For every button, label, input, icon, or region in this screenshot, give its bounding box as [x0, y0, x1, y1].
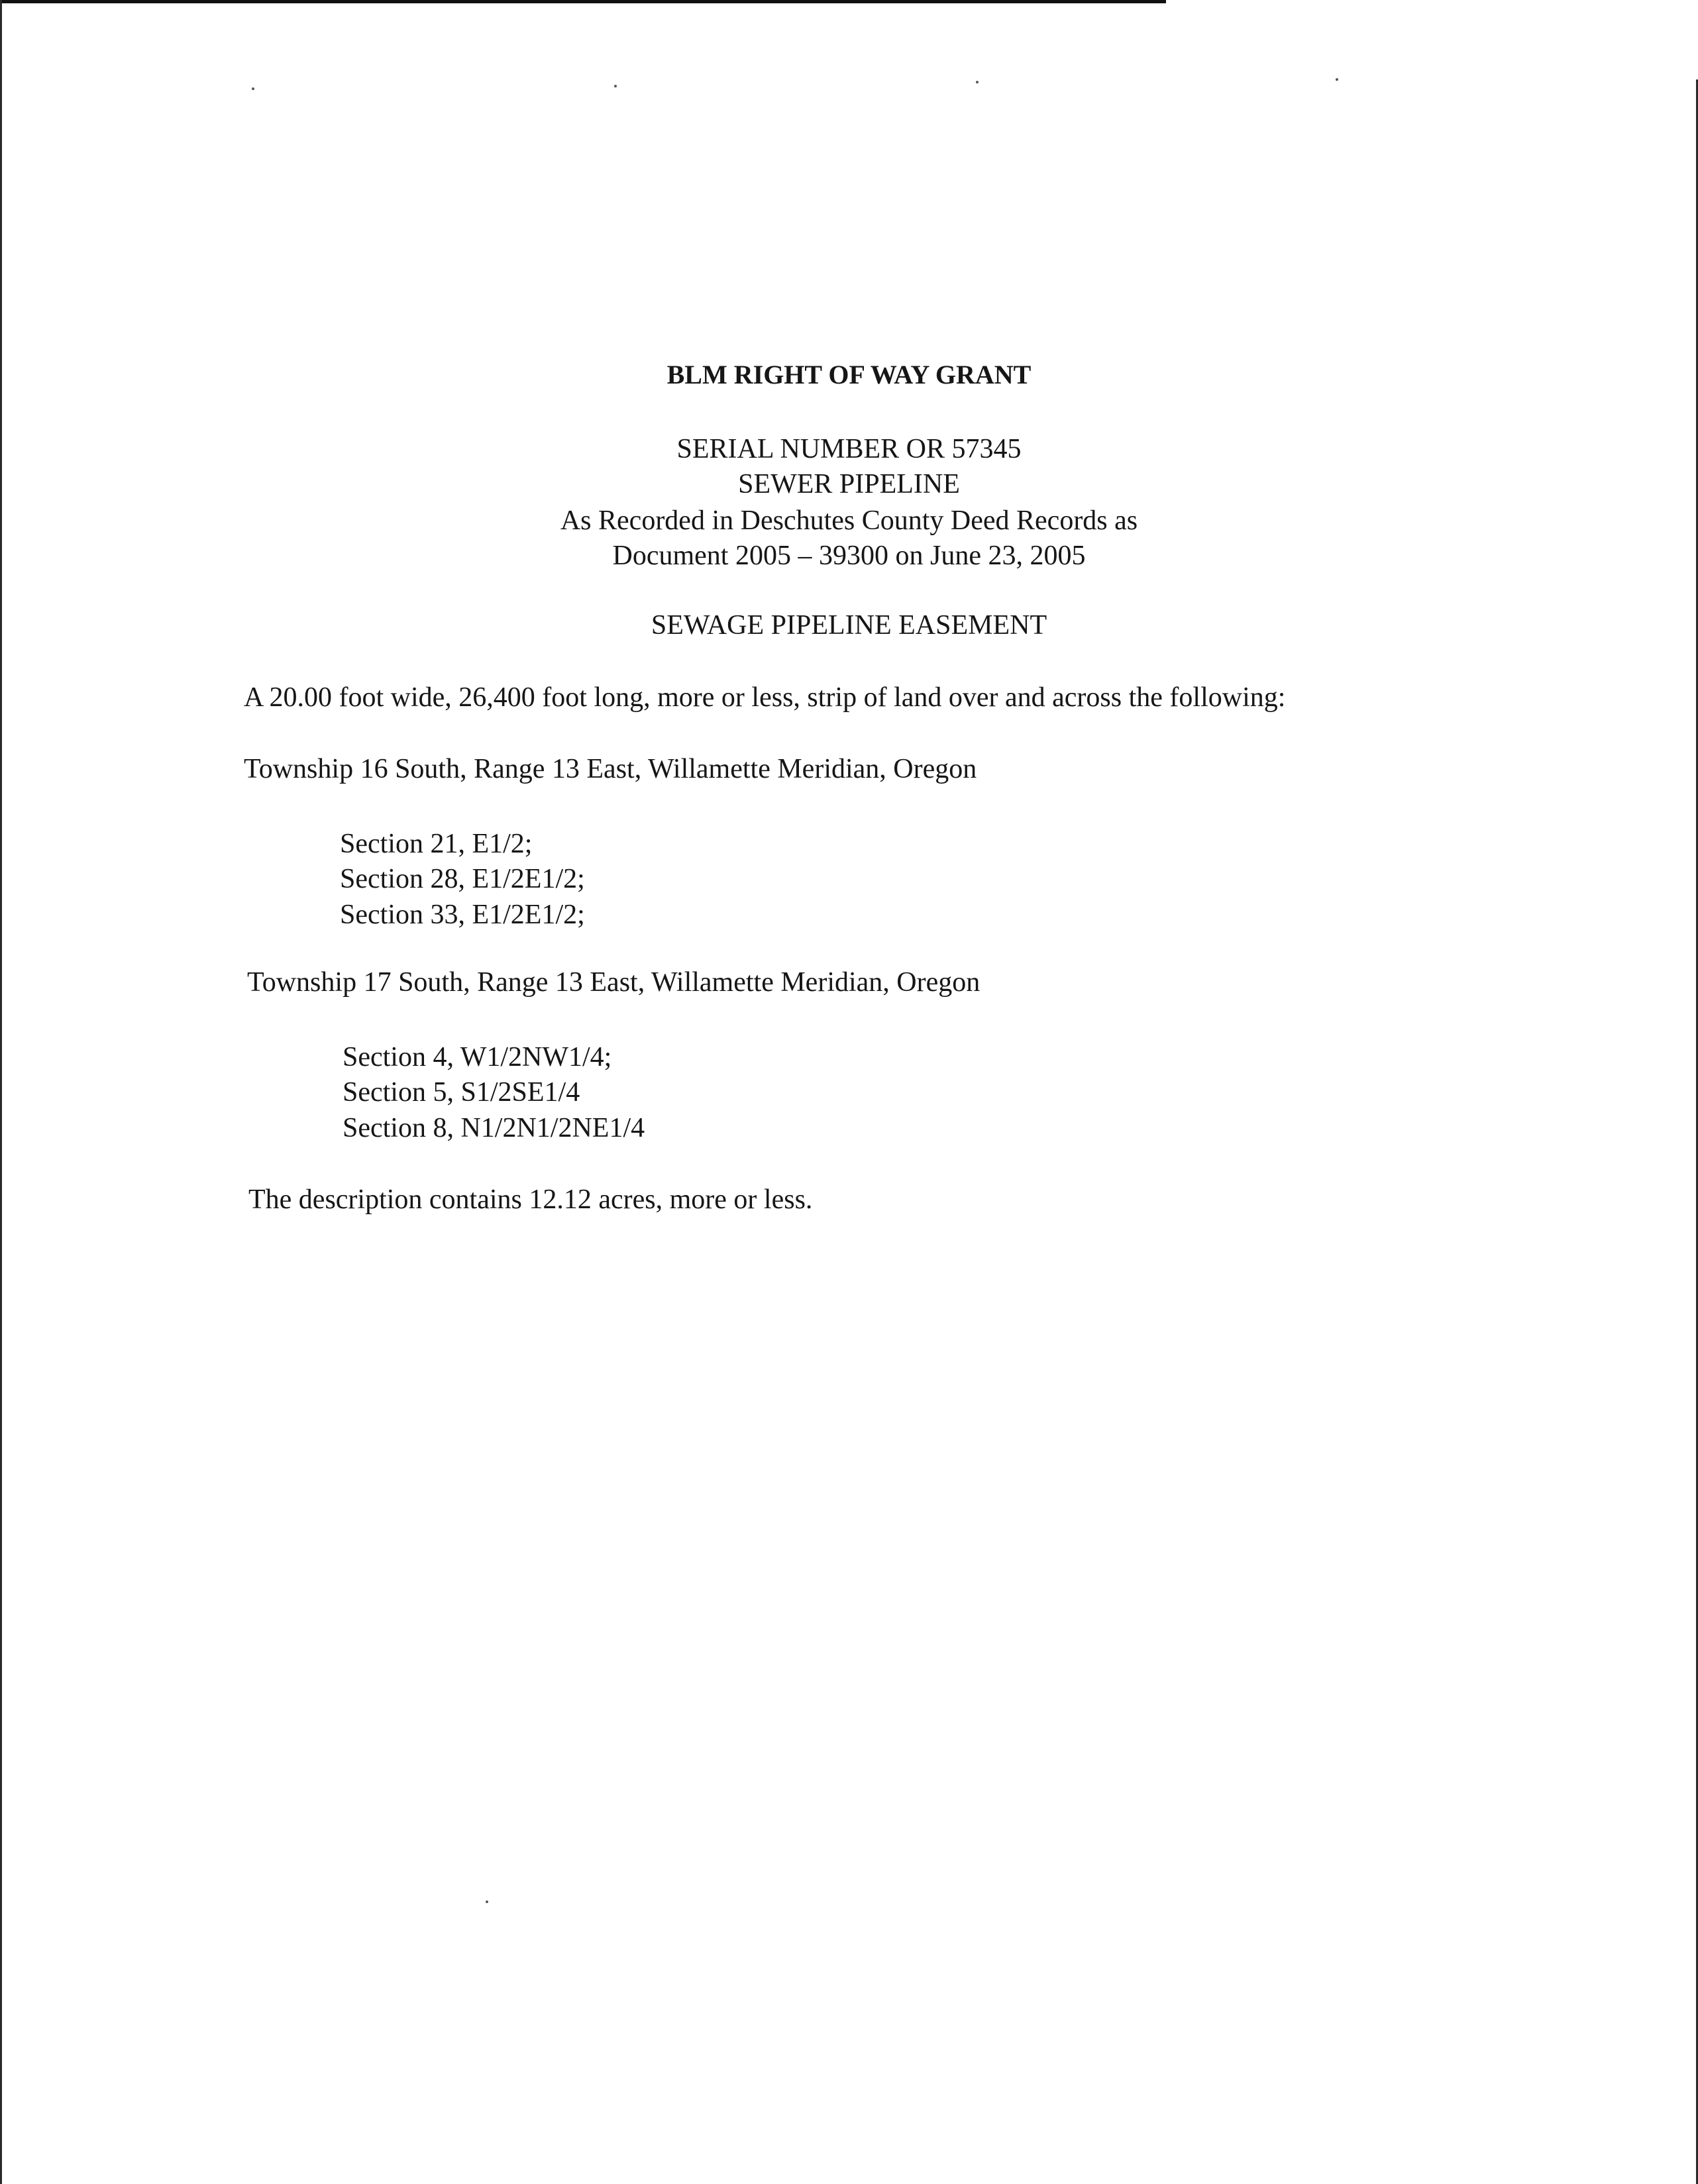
- section-line: Section 28, E1/2E1/2;: [340, 864, 585, 894]
- recording-line-2: Document 2005 – 39300 on June 23, 2005: [612, 541, 1086, 571]
- scan-speck: [486, 1900, 488, 1903]
- serial-number: SERIAL NUMBER OR 57345: [676, 434, 1022, 464]
- scan-speck: [1336, 78, 1338, 81]
- document-title: BLM RIGHT OF WAY GRANT: [666, 360, 1032, 390]
- easement-heading: SEWAGE PIPELINE EASEMENT: [651, 610, 1047, 641]
- acreage-statement: The description contains 12.12 acres, more or less.: [248, 1184, 813, 1215]
- scan-speck: [976, 81, 979, 83]
- section-line: Section 8, N1/2N1/2NE1/4: [343, 1113, 645, 1143]
- pipeline-subject: SEWER PIPELINE: [738, 469, 960, 499]
- scan-speck: [614, 85, 617, 87]
- section-line: Section 33, E1/2E1/2;: [340, 900, 585, 930]
- section-line: Section 4, W1/2NW1/4;: [343, 1042, 612, 1072]
- scan-edge-top: [0, 0, 1166, 3]
- scan-speck: [252, 87, 254, 90]
- township-16-heading: Township 16 South, Range 13 East, Willamette Meridian, Oregon: [244, 754, 977, 784]
- scan-edge-left: [0, 0, 2, 2184]
- section-line: Section 5, S1/2SE1/4: [343, 1077, 580, 1108]
- section-line: Section 21, E1/2;: [340, 829, 533, 859]
- strip-description: A 20.00 foot wide, 26,400 foot long, more or less, strip of land over and across the following:: [244, 682, 1286, 713]
- township-17-heading: Township 17 South, Range 13 East, Willamette Meridian, Oregon: [247, 967, 981, 998]
- recording-line-1: As Recorded in Deschutes County Deed Records as: [560, 505, 1138, 536]
